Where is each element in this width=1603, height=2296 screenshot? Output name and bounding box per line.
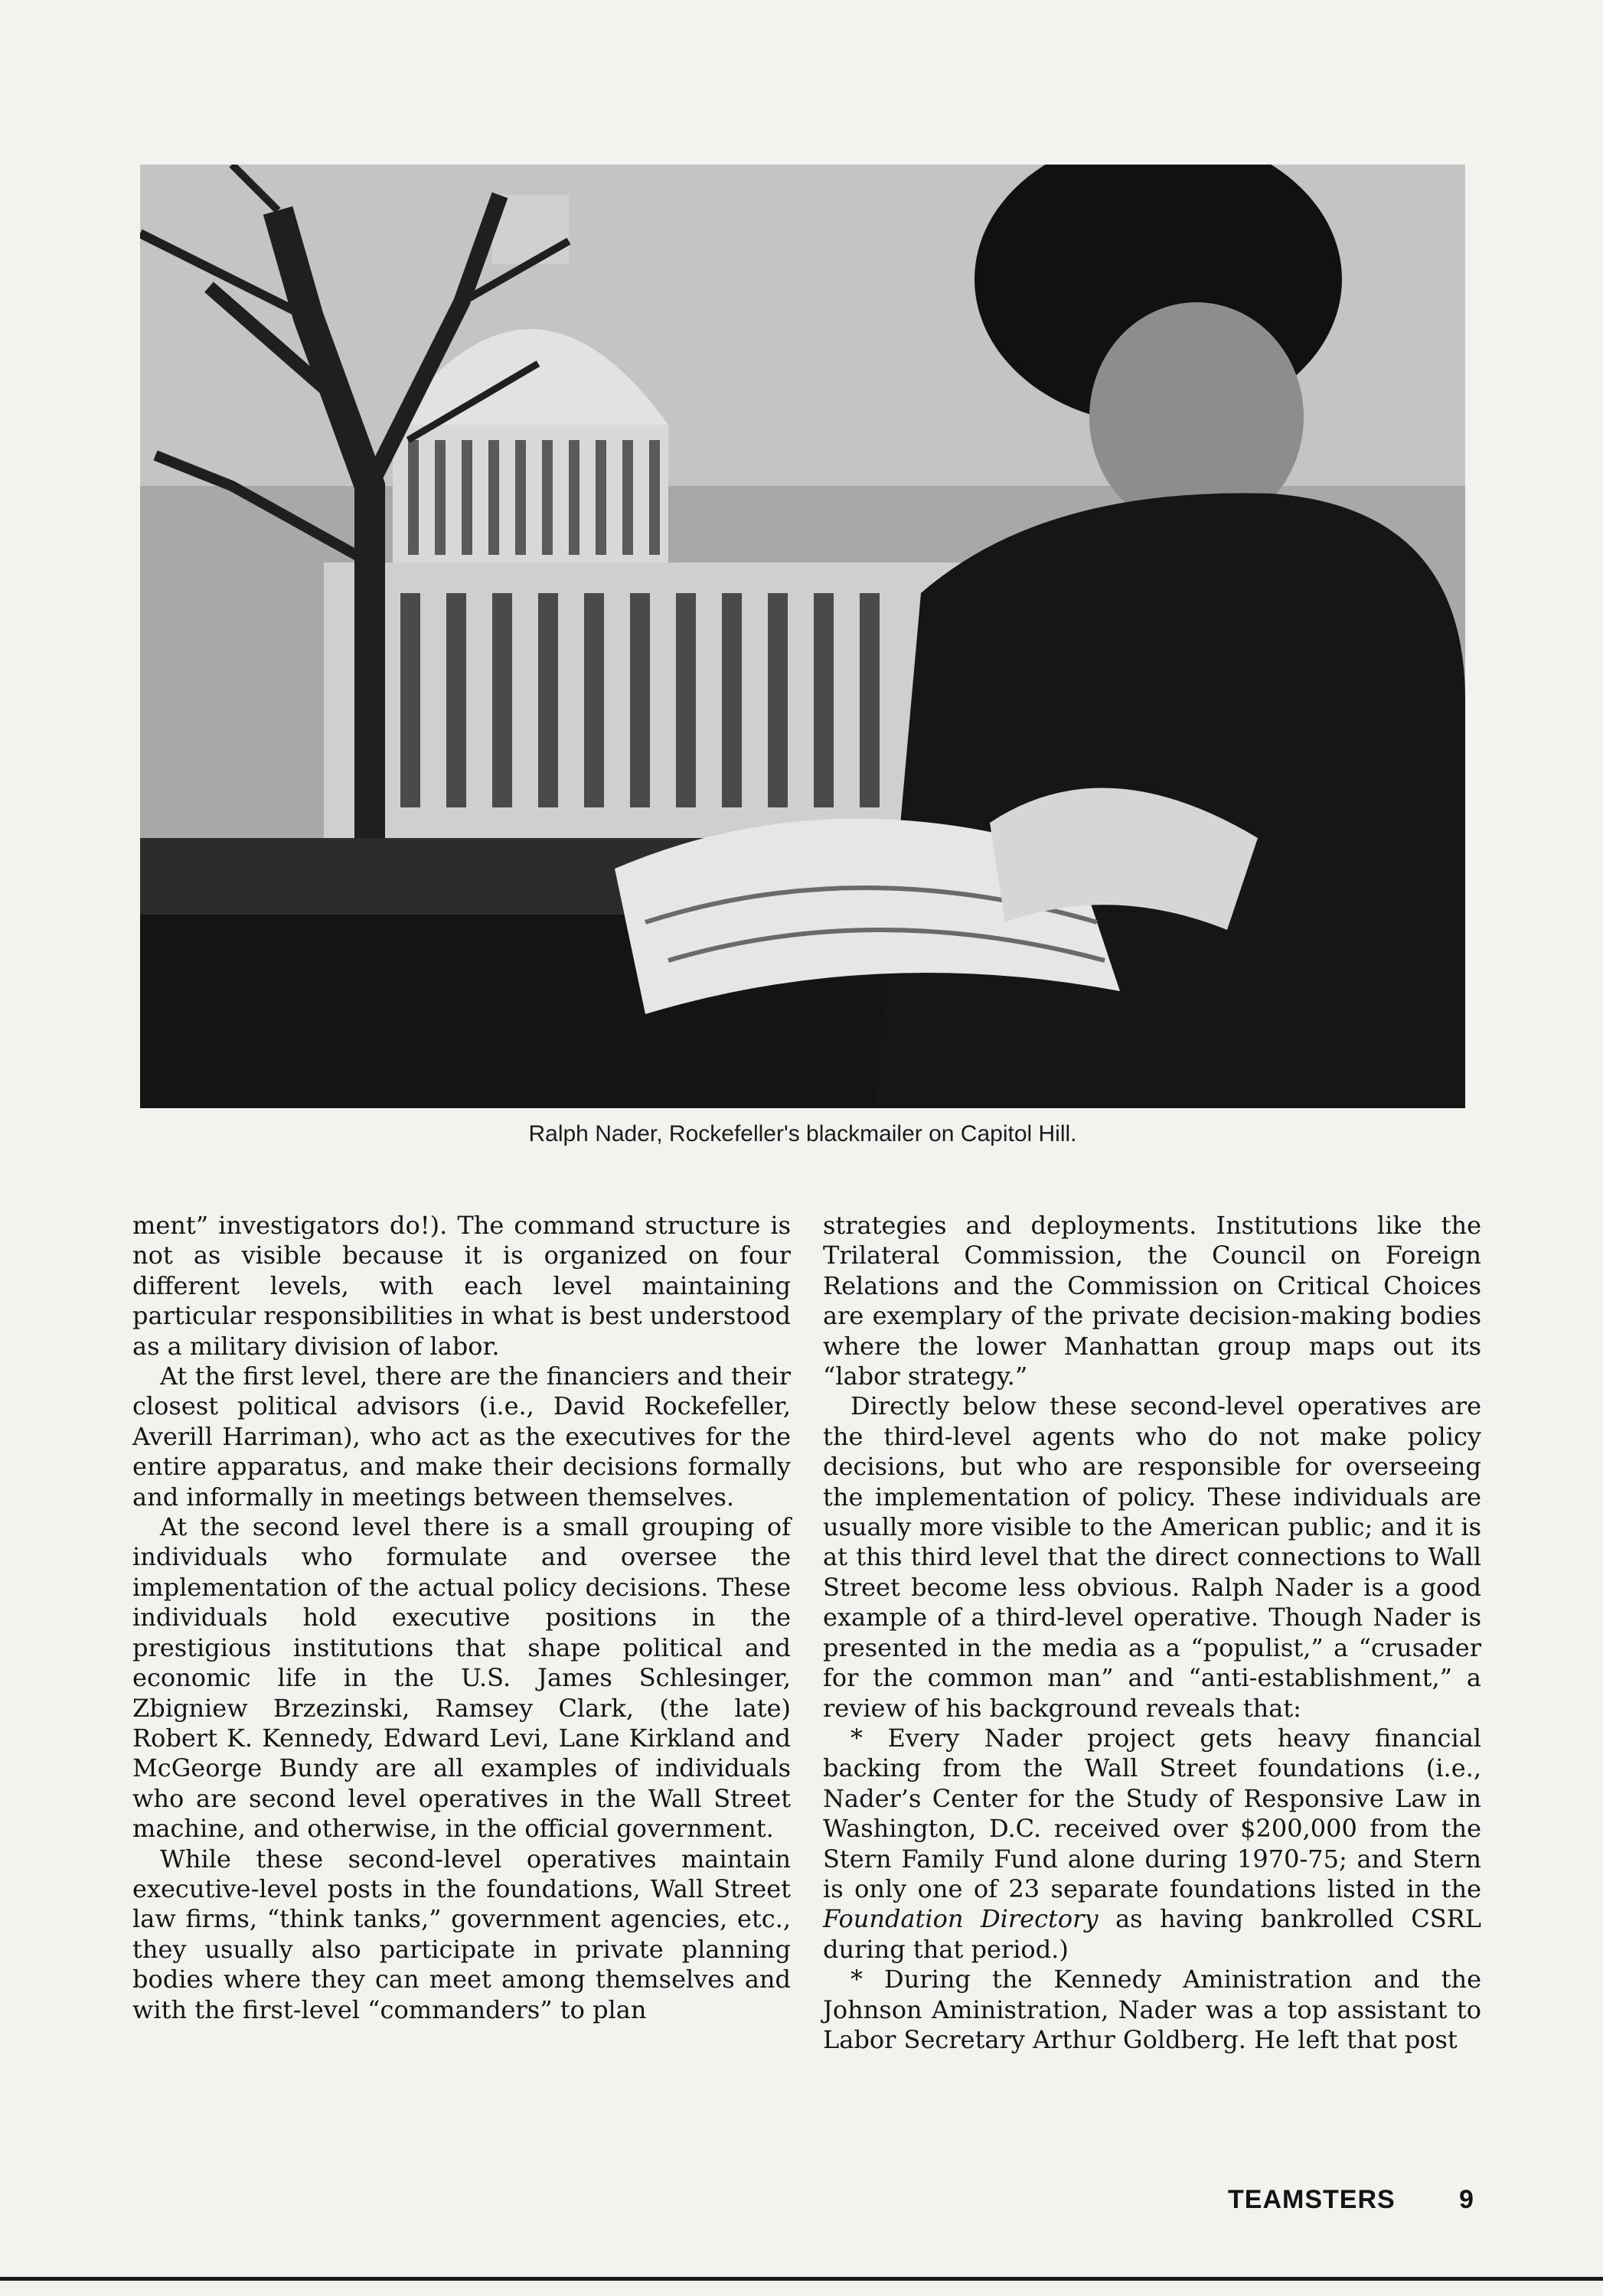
photo-illustration: [140, 165, 1465, 1108]
bottom-rule: [0, 2277, 1603, 2281]
capitol-photo: [140, 165, 1465, 1108]
photo-caption: Ralph Nader, Rockefeller's blackmailer on Capitol Hill.: [528, 1121, 1077, 1146]
right-paragraph-4: * During the Kennedy Aministration and the Johnson Aministration, Nader was a top assistant to Labor Secretary Arthur Goldberg. He left that post: [823, 1965, 1481, 2054]
foundation-directory-title: Foundation Directory: [823, 1904, 1099, 1934]
publication-name: TEAMSTERS: [1228, 2185, 1396, 2214]
right-paragraph-2: Directly below these second-level operatives are the third-level agents who do not make policy decisions, but who are responsible for overseeing the implementation of policy. These individuals are usually more visible to the American public; and it is at this third level that the direct connections to Wall Street become less obvious. Ralph Nader is a good example of a third-level operative. Though Nader is presented in the media as a “populist,” a “crusader for the common man” and “anti-establishment,” a review of his background reveals that:: [823, 1391, 1481, 1723]
left-paragraph-1: ment” investigators do!). The command structure is not as visible because it is organized on four different levels, with each level maintaining particular responsibilities in what is best understood as a military division of labor.: [132, 1211, 791, 1361]
left-paragraph-2: At the first level, there are the financiers and their closest political advisors (i.e., David Rockefeller, Averill Harriman), who act as the executives for the entire apparatus, and make their decisions formally and informally in meetings between themselves.: [132, 1362, 791, 1512]
left-paragraph-4: While these second-level operatives maintain executive-level posts in the foundations, Wall Street law firms, “think tanks,” government agencies, etc., they usually also participate in private planning bodies where they can meet among themselves and with the first-level “commanders” to plan: [132, 1844, 791, 2024]
article-right-column: [823, 1211, 1481, 2055]
right-paragraph-3: [823, 1724, 1481, 1965]
right-paragraph-3-tail: as having bankrolled CSRL during that period.): [823, 1904, 1482, 1964]
right-paragraph-3-text: * Every Nader project gets heavy financial backing from the Wall Street foundations (i.e., Nader’s Center for the Study of Responsive Law in Washington, D.C. received over $200,000 from the Stern Family Fund alone during 1970-75; and Stern is only one of 23 separate foundations listed in the: [823, 1723, 1481, 1903]
right-paragraph-1: strategies and deployments. Institutions like the Trilateral Commission, the Council on Foreign Relations and the Commission on Critical Choices are exemplary of the private decision-making bodies where the lower Manhattan group maps out its “labor strategy.”: [823, 1211, 1481, 1391]
left-paragraph-3: At the second level there is a small grouping of individuals who formulate and oversee the implementation of the actual policy decisions. These individuals hold executive positions in the prestigious institutions that shape political and economic life in the U.S. James Schlesinger, Zbigniew Brzezinski, Ramsey Clark, (the late) Robert K. Kennedy, Edward Levi, Lane Kirkland and McGeorge Bundy are all examples of individuals who are second level operatives in the Wall Street machine, and otherwise, in the official government.: [132, 1512, 791, 1844]
page-number: 9: [1459, 2185, 1474, 2214]
article-left-column: [132, 1211, 791, 2025]
